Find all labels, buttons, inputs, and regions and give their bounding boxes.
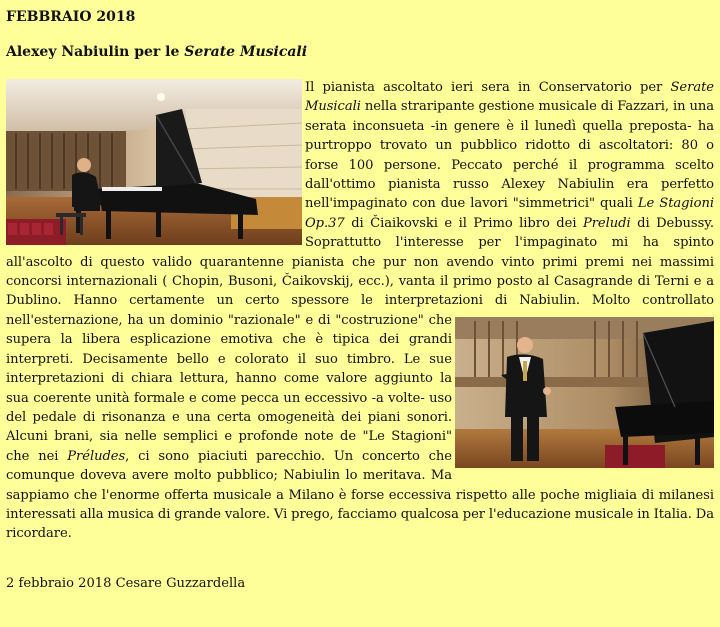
article-title-italic: Serate Musicali — [184, 44, 308, 60]
page-date-heading: FEBBRAIO 2018 — [6, 9, 136, 25]
photo-pianist-at-piano-image — [6, 79, 302, 245]
article-text-intro: Il pianista ascoltato ieri sera in Conservatorio per — [305, 80, 671, 95]
article-title — [6, 43, 714, 61]
article-text-preludi: Preludi — [582, 215, 631, 231]
article-signature: 2 febbraio 2018 Cesare Guzzardella — [6, 575, 246, 591]
photo-pianist-at-piano — [6, 79, 302, 245]
photo-pianist-bowing-image — [455, 317, 714, 468]
article-title-prefix: Alexey Nabiulin per le — [6, 44, 185, 60]
article-text-preludes: Préludes — [67, 448, 126, 464]
article-text-c-part1: di Debussy. Soprattutto l'interesse per l'impaginato mi ha spinto all'ascolto di questo valido quarantenne pianista che pur non avendo vinto primi premi nei massimi concorsi internazionali ( Chopin, Busoni, Čaikovskij, ecc.), vanta il primo posto al Casagrande di Terni e a Dublino. Hanno certamente un certo spessore le interpretazioni di Nabiulin. — [6, 215, 714, 309]
article-body — [6, 78, 714, 544]
article-text-b: di Čiaikovski e il Primo libro dei — [344, 215, 583, 231]
photo-pianist-bowing — [455, 317, 714, 468]
article-text-c-part2: Molto controllato nell'esternazione, ha un dominio "razionale" e di "costruzione" che supera la libera esplicazione emotiva che è tipica dei grandi interpreti. Decisamente bello e colorato il suo timbro. Le sue interpretazioni di chiara lettura, hanno come valore aggiunto la sua coerente unità formale e come pecca un eccessivo -a volte- uso del pedale di risonanza e una certa omogeneità dei piani sonori. Alcuni brani, sia nelle semplici e profonde note de "Le Stagioni" che nei — [6, 293, 714, 464]
article-text-d: , ci sono piaciuti parecchio. Un concerto che comunque doveva avere molto pubblico; Nabiulin lo meritava. Ma sappiamo che l'enorme offerta musicale a Milano è forse eccessiva rispetto alle poche migliaia di milanesi interessati alla musica di grande valore. Vi prego, facciamo qualcosa per l'educazione musicale in Italia. Da ricordare. — [6, 448, 714, 542]
article-text-a: nella straripante gestione musicale di Fazzari, in una serata inconsueta -in genere è il lunedì quella preposta- ha purtroppo trovato un pubblico ridotto di ascoltatori: 80 o forse 100 persone. Peccato perché il programma scelto dall'ottimo pianista russo Alexey Nabiulin era perfetto nell'impaginato con due lavori "simmetrici" quali — [305, 99, 714, 212]
article-text-stagioni: Le Stagioni Op.37 — [305, 196, 715, 231]
article-text-serate: Serate Musicali — [305, 80, 714, 115]
